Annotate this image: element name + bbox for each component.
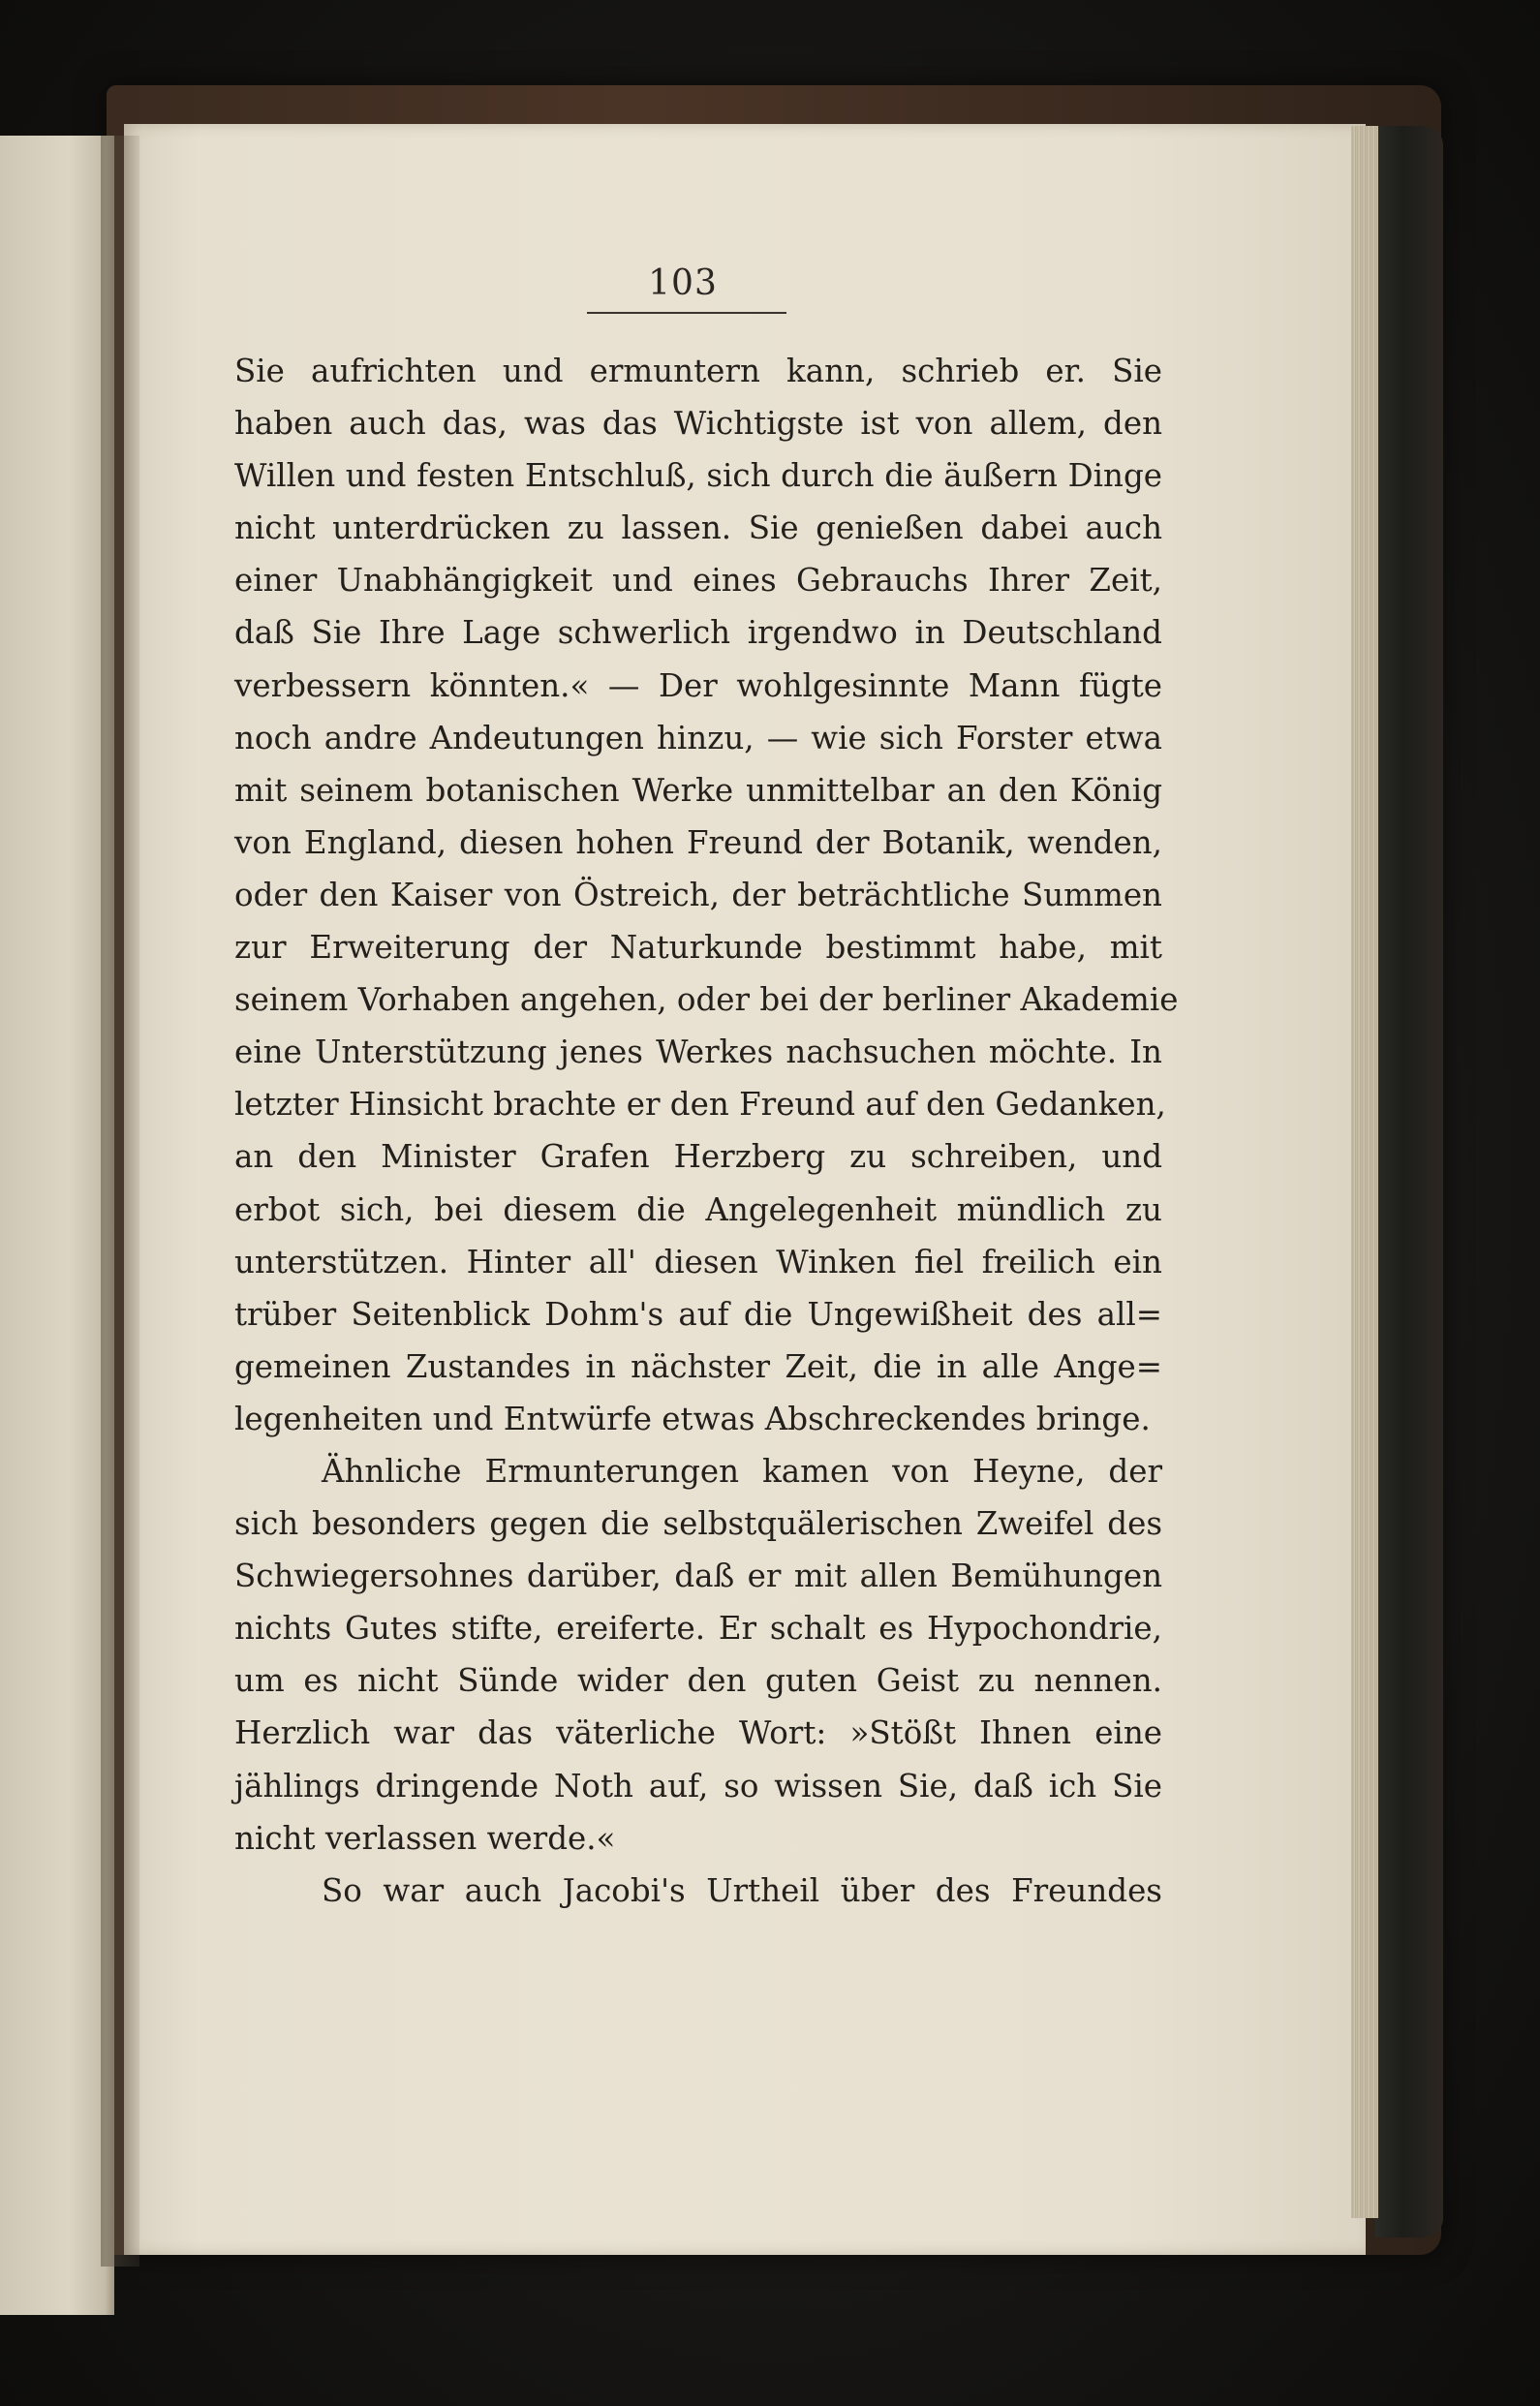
text-line: von England, diesen hohen Freund der Botanik, wenden, xyxy=(234,823,1162,861)
header-rule xyxy=(587,312,786,314)
page-number: 103 xyxy=(648,263,718,303)
text-line: um es nicht Sünde wider den guten Geist zu nennen. xyxy=(234,1662,1162,1700)
text-line: letzter Hinsicht brachte er den Freund auf den Gedanken, xyxy=(234,1086,1166,1124)
text-line: verbessern könnten.« — Der wohlgesinnte Mann fügte xyxy=(234,666,1162,704)
text-line: eine Unterstützung jenes Werkes nachsuchen möchte. In xyxy=(234,1033,1162,1071)
text-line: noch andre Andeutungen hinzu, — wie sich Forster etwa xyxy=(234,719,1162,756)
book-gutter xyxy=(101,136,139,2267)
text-line: Ähnliche Ermunterungen kamen von Heyne, der xyxy=(322,1452,1162,1490)
text-line: trüber Seitenblick Dohm's auf die Ungewißheit des all= xyxy=(234,1295,1162,1333)
page-block-edges xyxy=(1351,126,1378,2218)
text-line: mit seinem botanischen Werke unmittelbar an den König xyxy=(234,771,1162,809)
text-line: unterstützen. Hinter all' diesen Winken fiel freilich ein xyxy=(234,1243,1162,1280)
cover-edge xyxy=(1375,126,1443,2237)
text-line: Willen und festen Entschluß, sich durch die äußern Dinge xyxy=(234,457,1162,495)
text-line: an den Minister Grafen Herzberg zu schreiben, und xyxy=(234,1138,1162,1176)
text-line: zur Erweiterung der Naturkunde bestimmt habe, mit xyxy=(234,929,1162,967)
text-line: jählings dringende Noth auf, so wissen Sie, daß ich Sie xyxy=(234,1767,1162,1804)
text-line: Herzlich war das väterliche Wort: »Stößt Ihnen eine xyxy=(234,1714,1162,1752)
text-line: legenheiten und Entwürfe etwas Abschreckendes bringe. xyxy=(234,1400,1151,1437)
text-line: Schwiegersohnes darüber, daß er mit allen Bemühungen xyxy=(234,1558,1162,1595)
left-page-edge xyxy=(0,136,114,2315)
text-line: nicht unterdrücken zu lassen. Sie genießen dabei auch xyxy=(234,509,1162,547)
body-text xyxy=(234,345,1179,1917)
text-line: nichts Gutes stifte, ereiferte. Er schalt es Hypochondrie, xyxy=(234,1610,1162,1648)
text-line: nicht verlassen werde.« xyxy=(234,1819,616,1857)
text-line: erbot sich, bei diesem die Angelegenheit mündlich zu xyxy=(234,1190,1162,1228)
text-line: So war auch Jacobi's Urtheil über des Freundes xyxy=(322,1871,1162,1909)
text-line: sich besonders gegen die selbstquälerischen Zweifel des xyxy=(234,1505,1162,1543)
text-line: oder den Kaiser von Östreich, der beträchtliche Summen xyxy=(234,876,1162,913)
text-line: gemeinen Zustandes in nächster Zeit, die in alle Ange= xyxy=(234,1347,1162,1385)
text-line: haben auch das, was das Wichtigste ist von allem, den xyxy=(234,405,1162,443)
text-line: daß Sie Ihre Lage schwerlich irgendwo in Deutschland xyxy=(234,614,1162,652)
text-line: seinem Vorhaben angehen, oder bei der berliner Akademie xyxy=(234,981,1179,1019)
text-line: Sie aufrichten und ermuntern kann, schrieb er. Sie xyxy=(234,353,1162,389)
text-line: einer Unabhängigkeit und eines Gebrauchs Ihrer Zeit, xyxy=(234,562,1162,600)
